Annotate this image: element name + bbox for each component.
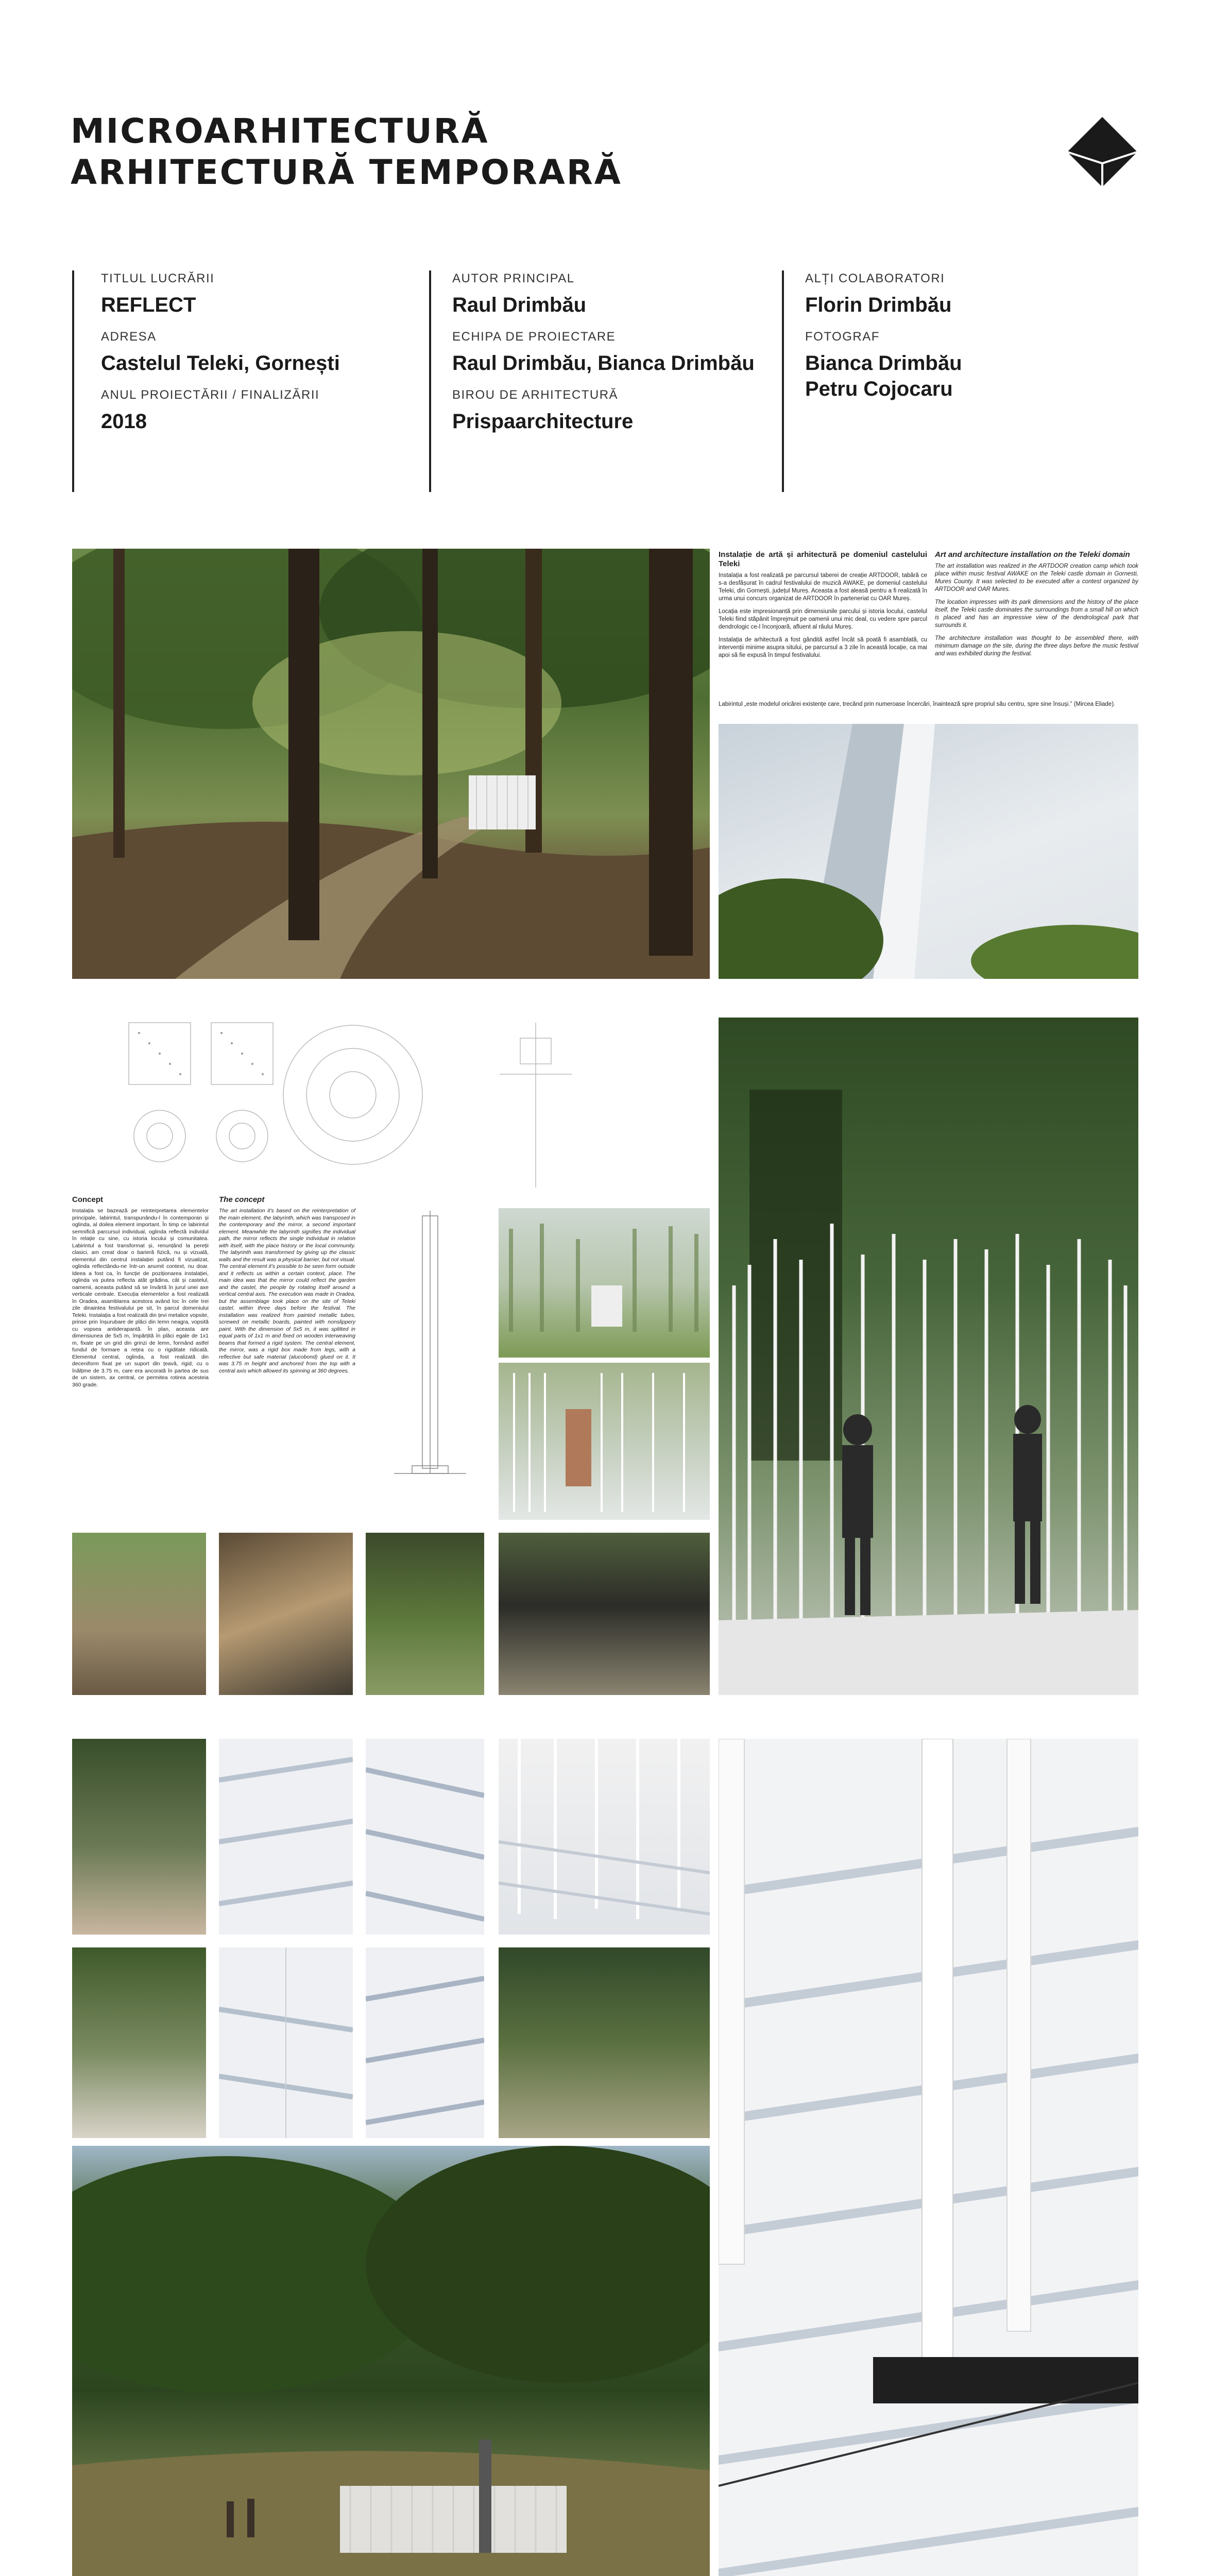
title-line-1: MICROARHITECTURĂ [71, 111, 489, 151]
description-ro-p1: Instalația a fost realizată pe parcursul taberei de creație ARTDOOR, tabără ce s-a desfășurat în cadrul festivalului de muzică AWAKE, pe domeniul castelului Teleki, din Gornești, județul Mureș. Aceasta a fost aleasă pentru a fi realizată în urma unui concurs organizat de ARTDOOR în parteneriat cu OAR Mureș. [719, 572, 927, 602]
photo-visitors-1 [72, 1739, 206, 1935]
description-en-p1: The art installation was realized in the ARTDOOR creation camp which took place within music festival AWAKE on the Teleki castle domain in Gornesti, Mures County. It was selected to be executed after a contest organized by ARTDOOR and OAR Mures. [935, 563, 1138, 592]
photo-installation-landscape [72, 2146, 710, 2576]
description-en-p3: The architecture installation was thought to be assembled there, with minimum damage on the site, during the three days before the music festival and was exhibited during the festival. [935, 635, 1138, 657]
plans-drawings [72, 1018, 708, 1195]
divider-1 [72, 270, 74, 492]
photo-shadows-2 [366, 1739, 484, 1935]
description-ro-p2: Locația este impresionantă prin dimensiunile parcului și istoria locului, castelul Teleki fiind stăpânit împrejmuit pe oamenii unui mic deal, cu vedere spre parcul dendrologic ce-l înconjoară, afluent al râului Mureș. [719, 608, 927, 630]
label-photographer: FOTOGRAF [805, 330, 880, 344]
concept-ro-title: Concept [72, 1195, 103, 1204]
architecture-office: Prispaarchitecture [452, 410, 634, 433]
description-en-p2: The location impresses with its park dimensions and the history of the place itself, the Teleki castle dominates the surroundings from a small hill on which is placed and has an impressive view of the dendrological park that surrounds it. [935, 599, 1138, 629]
oar-diamond-logo-icon [1066, 116, 1138, 188]
title-line-2: ARHITECTURĂ TEMPORARĂ [71, 152, 622, 192]
section-drawing [363, 1200, 494, 1489]
photo-shadows-1 [219, 1739, 353, 1935]
label-team: ECHIPA DE PROIECTARE [452, 330, 616, 344]
label-year: ANUL PROIECTĂRII / FINALIZĂRII [101, 388, 320, 402]
label-collaborators: ALȚI COLABORATORI [805, 272, 945, 285]
divider-2 [429, 270, 431, 492]
divider-3 [782, 270, 784, 492]
collaborator: Florin Drimbău [805, 294, 952, 316]
project-address: Castelul Teleki, Gornești [101, 352, 340, 375]
render-park-view [499, 1208, 710, 1358]
photo-poles-top [499, 1739, 710, 1935]
concept-ro-body: Instalația se bazează pe reinterpretarea elementelor principale, labirintul, transpunându-l în contemporan și oglinda, al doilea element important. În timp ce labirintul semnifică parcursul individual, oglinda reflectă individul în relație cu sine, cu istoria locului și comunitatea. Labirintul a fost transformat și, renunțând la pereții clasici, am creat doar o barieră fizică, nu și vizuală, elementul din centrul instalației putând fi vizualizat, oglinda reflectându-ne într-un anumit context, nu doar. Ideea a fost ca, în funcție de poziționarea instalației, oglinda va putea reflecta atât grădina, cât și castelul, oamenii, aceasta putând să se învârtă în jurul unei axe verticale centrale. Execuția elementelor a fost realizată în Oradea, asamblarea acestora având loc în cele trei zile dinaintea festivalului pe sit, în parcul domeniului Teleki. Instalația a fost realizată din țevi metalice vopsite, prinse prin înșurubare de plăci din lemn neagra, vopsită cu vopsea antiderapantă. În plan, aceasta are dimensiunea de 5x5 m, împărțită în plăci egale de 1x1 m, fixate pe un grid din grinzi de lemn, formând astfel fundul de formare a rețea cu o rigiditate ridicată. Elementul central, oglinda, a fost realizată din deceniform fixat pe un suport din țeavă, rigid, cu o înălțime de 3.75 m, care era ancorată în partea de sus de un sistem, ax central, ce permitea rotirea acesteia 360 grade. [72, 1208, 209, 1388]
photo-shadows-3 [219, 1947, 353, 2138]
concept-en-title: The concept [219, 1195, 265, 1204]
concept-ro [72, 1195, 209, 1388]
photo-mirror-sky [719, 724, 1138, 979]
photographer-2: Petru Cojocaru [805, 378, 953, 400]
photographer-1: Bianca Drimbău [805, 352, 962, 375]
label-title: TITLUL LUCRĂRII [101, 272, 215, 285]
label-address: ADRESA [101, 330, 157, 344]
project-year: 2018 [101, 410, 147, 433]
photo-construction-2 [219, 1533, 353, 1695]
description-en [935, 550, 1138, 663]
label-author: AUTOR PRINCIPAL [452, 272, 575, 285]
project-title: REFLECT [101, 294, 196, 316]
description-ro-p3: Instalația de arhitectură a fost gândită astfel încât să poată fi asamblată, cu intervenții minime asupra sitului, pe parcursul a 3 zile în această locație, ca mai apoi să fie expusă în timpul festivalului. [719, 637, 927, 658]
description-ro-title: Instalație de artă și arhitectură pe domeniul castelului Teleki [719, 550, 927, 568]
concept-en-body: The art installation it's based on the reinterpretation of the main element, the labyrinth, which was transposed in the contemporary and the mirror, a second important element. Meanwhile the labyrinth signifies the individual path, the mirror reflects the single individual in relation with itself, with the place history or the local community. The labyrinth was transformed by giving up the classic walls and the result was a physical barrier, but not visual. The central element it's possible to be seen form outside and it reflects us within a certain context, place. The main idea was that the mirror could reflect the garden and the castel, the people by rotating itself around a vertical central axis. The execution was made in Oradea, but the assemblage took place on the site of Teleki castel, within three days before the festival. The installation was realized from painted metallic tubes, screwed on metallic boards, painted with nonslippery paint. With the dimension of 5x5 m, it was splitted in equal parts of 1x1 m and fixed on wooden interweaving beams that formed a rigid system. The central element, the mirror, was a rigid box made from legs, with a reflective but safe material (alucobond) glued on it. It was 3.75 m height and anchored from the top with a central axis which allowed its spinning at 360 degrees. [219, 1208, 355, 1374]
design-team: Raul Drimbău, Bianca Drimbău [452, 352, 755, 375]
photo-construction-4 [499, 1533, 710, 1695]
photo-construction-1 [72, 1533, 206, 1695]
description-ro [719, 550, 927, 665]
render-detail-views [499, 1363, 710, 1520]
photo-visitors-2 [72, 1947, 206, 2138]
label-office: BIROU DE ARHITECTURĂ [452, 388, 619, 402]
photo-shadows-4 [366, 1947, 484, 2138]
photo-construction-3 [366, 1533, 484, 1695]
photo-forest-park [72, 549, 710, 979]
photo-installation-people [719, 1018, 1138, 1695]
main-author: Raul Drimbău [452, 294, 587, 316]
photo-poles-shadows [719, 1739, 1138, 2576]
photo-park-overview [499, 1947, 710, 2138]
description-en-title: Art and architecture installation on the Teleki domain [935, 550, 1130, 559]
eliade-quote: Labirintul „este modelul oricărei existențe care, trecând prin numeroase încercări, înaintează spre propriul său centru, spre sine însuși.” (Mircea Eliade). [719, 701, 1116, 707]
concept-en [219, 1195, 355, 1375]
